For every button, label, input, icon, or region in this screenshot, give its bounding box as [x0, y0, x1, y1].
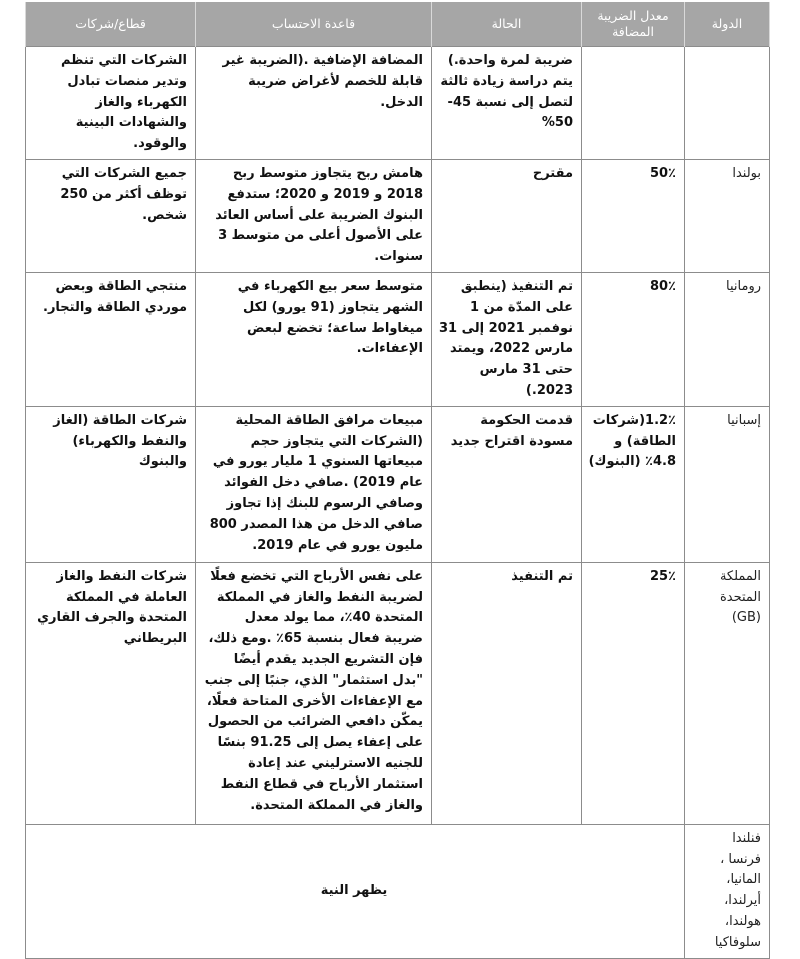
cell-status: قدمت الحكومة مسودة اقتراح جديد: [432, 406, 582, 562]
cell-sector: جميع الشركات التي توظف أكثر من 250 شخص.: [26, 159, 196, 272]
cell-countries: [685, 824, 770, 958]
windfall-tax-table: [25, 2, 770, 959]
cell-sector: شركات الطاقة (الغاز والنفط والكهرباء) والبنوك: [26, 406, 196, 562]
country-name: أيرلندا،: [724, 893, 761, 909]
cell-sector: منتجي الطاقة وبعض موردي الطاقة والتجار.: [26, 272, 196, 406]
cell-basis: المضافة الإضافية .(الضريبة غير قابلة للخصم لأغراض ضريبة الدخل.: [196, 47, 432, 160]
cell-country: بولندا: [685, 159, 770, 272]
table-row-other-countries: [26, 824, 770, 958]
header-country: الدولة: [685, 2, 770, 47]
cell-country: المملكة المتحدة (GB): [685, 562, 770, 824]
header-basis: قاعدة الاحتساب: [196, 2, 432, 47]
cell-status: ضريبة لمرة واحدة.) يتم دراسة زيادة ثالثة لتصل إلى نسبة 45-50%: [432, 47, 582, 160]
country-name: فرنسا ،: [720, 851, 761, 867]
cell-country: رومانيا: [685, 272, 770, 406]
cell-status: تم التنفيذ: [432, 562, 582, 824]
cell-sector: الشركات التي تنظم وتدير منصات تبادل الكهرباء والغاز والشهادات البينية والوقود.: [26, 47, 196, 160]
cell-country: [685, 47, 770, 160]
table-row-poland: [26, 159, 770, 272]
table-row-united-kingdom: [26, 562, 770, 824]
cell-rate: 80٪: [582, 272, 685, 406]
country-name: هولندا،: [724, 913, 761, 929]
country-name: فنلندا: [732, 830, 761, 846]
table-row-spain: [26, 406, 770, 562]
cell-basis: هامش ربح يتجاوز متوسط ربح 2018 و 2019 و 2020؛ ستدفع البنوك الضريبة على أساس العائد على الأصول أعلى من متوسط 3 سنوات.: [196, 159, 432, 272]
cell-basis: متوسط سعر بيع الكهرباء في الشهر يتجاوز (91 يورو) لكل ميغاواط ساعة؛ تخضع لبعض الإعفاءات.: [196, 272, 432, 406]
cell-country: إسبانيا: [685, 406, 770, 562]
cell-rate: 50٪: [582, 159, 685, 272]
cell-sector: شركات النفط والغاز العاملة في المملكة المتحدة والجرف القاري البريطاني: [26, 562, 196, 824]
country-name: سلوفاكيا: [714, 934, 761, 950]
cell-rate: [582, 47, 685, 160]
cell-basis: مبيعات مرافق الطاقة المحلية (الشركات التي يتجاوز حجم مبيعاتها السنوي 1 مليار يورو في عام 2019) .صافي دخل الفوائد وصافي الرسوم للبنك إذا تجاوز صافي الدخل من هذا المصدر 800 مليون يورو في عام 2019.: [196, 406, 432, 562]
cell-rate: 1.2٪(شركات الطاقة) و 4.8٪ (البنوك): [582, 406, 685, 562]
table-header-row: [26, 2, 770, 47]
cell-intent-note: يظهر النية: [26, 824, 685, 958]
cell-status: تم التنفيذ (ينطبق على المدّة من 1 نوفمبر 2021 إلى 31 مارس 2022، ويمتد حتى 31 مارس 2023.): [432, 272, 582, 406]
header-rate: معدل الضريبة المضافة: [582, 2, 685, 47]
table-row-romania: [26, 272, 770, 406]
header-sector: قطاع/شركات: [26, 2, 196, 47]
cell-basis: على نفس الأرباح التي تخضع فعلًا لضريبة النفط والغاز في المملكة المتحدة 40٪، مما يولد معدل ضريبة فعال بنسبة 65٪ .ومع ذلك، فإن التشريع الجديد يقدم أيضًا "بدل استثمار" الذي، جنبًا إلى جنب مع الإعفاءات الأخرى المتاحة فعلًا، يمكّن دافعي الضرائب من الحصول على إعفاء يصل إلى 91.25 بنسًا للجنيه الاسترليني عند إعادة استثمار الأرباح في قطاع النفط والغاز في المملكة المتحدة.: [196, 562, 432, 824]
cell-status: مقترح: [432, 159, 582, 272]
header-status: الحالة: [432, 2, 582, 47]
country-name: المانيا،: [726, 872, 761, 888]
cell-rate: 25٪: [582, 562, 685, 824]
table-row-continued: [26, 47, 770, 160]
